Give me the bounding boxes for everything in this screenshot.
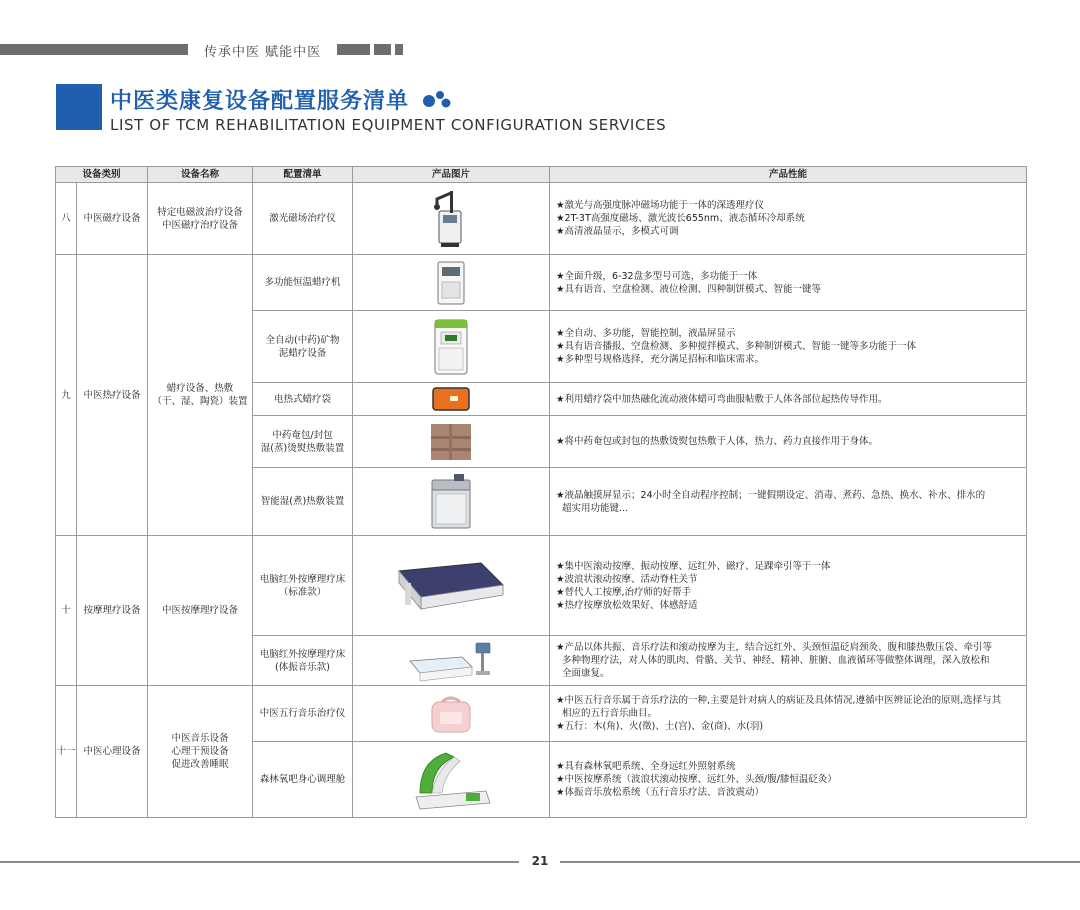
footer-rule-right	[560, 861, 1080, 863]
performance-line: ★波浪状滚动按摩、活动脊柱关节	[556, 573, 698, 585]
header-image: 产品图片	[353, 167, 550, 183]
infrared-massage-bed-standard-icon	[391, 553, 511, 619]
product-image-cell	[353, 686, 550, 742]
group-device-name: 中医音乐设备 心理干预设备 促进改善睡眠	[148, 686, 253, 818]
performance-cell	[550, 686, 1027, 742]
performance-line: ★中医按摩系统（波浪状滚动按摩、远红外、头颈/腹/膝恒温砭灸）	[556, 774, 837, 785]
product-image-cell	[353, 383, 550, 416]
config-name: 激光磁场治疗仪	[253, 183, 353, 255]
page-subtitle: LIST OF TCM REHABILITATION EQUIPMENT CONFIGURATION SERVICES	[110, 116, 667, 134]
performance-cell	[550, 536, 1027, 636]
group-number: 十一	[56, 686, 77, 818]
config-name: 电脑红外按摩理疗床 （标准款）	[253, 536, 353, 636]
footer-rule-left	[0, 861, 519, 863]
performance-line: 多种物理疗法，对人体的肌肉、骨骼、关节、神经、精神、脏腑、血液循环等做整体调理，深入放松和	[556, 655, 990, 666]
equipment-table	[55, 166, 1027, 818]
performance-line: ★中医五行音乐属于音乐疗法的一种,主要是针对病人的病证及具体情况,遵循中医辨证论治的原则,选择与其	[556, 695, 1002, 706]
performance-line: ★具有森林氧吧系统、全身远红外照射系统	[556, 761, 736, 772]
header-deco-bar	[337, 44, 370, 55]
performance-line: ★全面升级，6-32盘多型号可选，多功能于一体	[556, 270, 758, 282]
product-image-cell	[353, 255, 550, 311]
config-name: 全自动(中药)矿物 泥蜡疗设备	[253, 311, 353, 383]
header-tagline: 传承中医 赋能中医	[204, 45, 322, 60]
five-element-music-therapy-device-icon	[426, 692, 476, 736]
header-deco-bar	[374, 44, 391, 55]
config-name: 中药奄包/封包 湿(蒸)烫熨热敷装置	[253, 416, 353, 468]
performance-line: ★液晶触摸屏显示；24小时全自动程序控制；一键假期设定、消毒、煮药、急热、换水、补水、排水的	[556, 489, 986, 501]
performance-line: ★替代人工按摩,治疗师的好帮手	[556, 586, 692, 598]
table-header-row	[56, 167, 1027, 183]
group-device-name: 特定电磁波治疗设备 中医磁疗治疗设备	[148, 183, 253, 255]
title-square-icon	[56, 84, 102, 130]
page-title: 中医类康复设备配置服务清单	[110, 89, 410, 114]
performance-line: ★将中药奄包或封包的热敷烫熨包热敷于人体，热力、药力直接作用于身体。	[556, 436, 879, 447]
group-number: 十	[56, 536, 77, 686]
performance-line: ★2T-3T高强度磁场、激光波长655nm、液态循环冷却系统	[556, 213, 805, 224]
performance-line: ★五行：木(角)、火(徵)、土(宫)、金(商)、水(羽)	[556, 721, 764, 732]
performance-line: 全面康复。	[556, 668, 610, 679]
performance-line: ★多种型号规格选择，充分满足招标和临床需求。	[556, 354, 765, 365]
performance-line: ★产品以体共振、音乐疗法和滚动按摩为主，结合远红外、头颈恒温砭肩颈灸、腹和膝热敷压袋、牵引等	[556, 642, 993, 653]
performance-cell	[550, 636, 1027, 686]
product-image-cell	[353, 468, 550, 536]
group-device-name: 蜡疗设备、热敷 （干、湿、陶瓷）装置	[148, 255, 253, 536]
electric-wax-bag-icon	[431, 386, 471, 412]
header-device-name: 设备名称	[148, 167, 253, 183]
performance-line: ★全自动、多功能，智能控制，液晶屏显示	[556, 328, 736, 339]
page-number: 21	[531, 854, 549, 868]
smart-wet-heat-device-icon	[426, 472, 476, 532]
header-config: 配置清单	[253, 167, 353, 183]
product-image-cell	[353, 183, 550, 255]
product-image-cell	[353, 536, 550, 636]
config-name: 多功能恒温蜡疗机	[253, 255, 353, 311]
forest-oxygen-therapy-cabin-icon	[406, 747, 496, 813]
performance-line: ★利用蜡疗袋中加热融化流动液体蜡可弯曲服帖敷于人体各部位起热传导作用。	[556, 393, 888, 405]
config-name: 电脑红外按摩理疗床 (体振音乐款)	[253, 636, 353, 686]
performance-line: 相应的五行音乐曲目。	[556, 708, 658, 719]
product-image-cell	[353, 742, 550, 818]
product-image-cell	[353, 311, 550, 383]
performance-line: 超实用功能键...	[556, 502, 629, 514]
performance-line: ★高清液晶显示，多模式可调	[556, 226, 679, 237]
performance-line: ★集中医滚动按摩、振动按摩、远红外、磁疗、足踝牵引等于一体	[556, 560, 831, 572]
performance-cell	[550, 383, 1027, 416]
header-category: 设备类别	[56, 167, 148, 183]
performance-line: ★激光与高强度脉冲磁场功能于一体的深透理疗仪	[556, 200, 765, 211]
herbal-compress-device-icon	[429, 422, 473, 462]
config-name: 电热式蜡疗袋	[253, 383, 353, 416]
performance-cell	[550, 742, 1027, 818]
laser-magnetic-therapy-device-icon	[431, 187, 471, 251]
table-row	[56, 183, 1027, 255]
performance-line: ★热疗按摩放松效果好、体感舒适	[556, 599, 698, 611]
performance-line: ★具有语音播报、空盘检测、多种搅拌模式、多种制饼模式、智能一键等多功能于一体	[556, 341, 917, 352]
wax-therapy-machine-icon	[434, 258, 468, 308]
group-number: 八	[56, 183, 77, 255]
group-device-name: 中医按摩理疗设备	[148, 536, 253, 686]
config-name: 智能湿(煮)热敷装置	[253, 468, 353, 536]
product-image-cell	[353, 416, 550, 468]
table-row	[56, 255, 1027, 311]
header-bar-left	[0, 44, 188, 55]
table-row	[56, 536, 1027, 636]
table-row	[56, 686, 1027, 742]
header-deco-bar	[395, 44, 403, 55]
performance-line: ★具有语音、空盘检测、液位检测、四种制饼模式、智能一键等	[556, 283, 822, 295]
performance-cell	[550, 255, 1027, 311]
group-category: 中医热疗设备	[77, 255, 148, 536]
product-image-cell	[353, 636, 550, 686]
group-number: 九	[56, 255, 77, 536]
performance-cell	[550, 183, 1027, 255]
performance-cell	[550, 416, 1027, 468]
infrared-massage-bed-music-icon	[406, 639, 496, 683]
config-name: 森林氧吧身心调理舱	[253, 742, 353, 818]
group-category: 按摩理疗设备	[77, 536, 148, 686]
config-name: 中医五行音乐治疗仪	[253, 686, 353, 742]
performance-line: ★体振音乐放松系统（五行音乐疗法、音波震动）	[556, 787, 765, 798]
performance-cell	[550, 468, 1027, 536]
header-performance: 产品性能	[550, 167, 1027, 183]
automatic-mud-wax-machine-icon	[431, 316, 471, 378]
dots-logo-icon	[421, 88, 453, 110]
performance-cell	[550, 311, 1027, 383]
group-category: 中医心理设备	[77, 686, 148, 818]
group-category: 中医磁疗设备	[77, 183, 148, 255]
